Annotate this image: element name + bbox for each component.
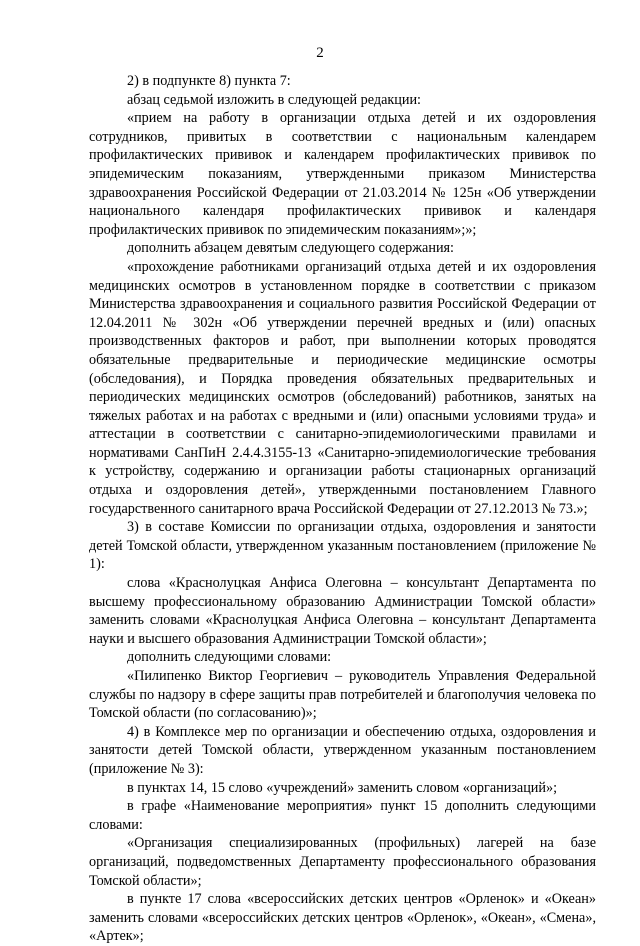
document-body bbox=[89, 72, 596, 946]
paragraph-pilipenko: «Пилипенко Виктор Георгиевич – руководитель Управления Федеральной службы по надзору в сфере защиты прав потребителей и благополучия человека по Томской области (по согласованию)»; bbox=[89, 668, 596, 722]
paragraph-point-17: в пункте 17 слова «всероссийских детских центров «Орленок» и «Океан» заменить словами «всероссийских детских центров «Орленок», «Океан», «Смена», «Артек»; bbox=[89, 891, 596, 945]
paragraph-add-words-intro: дополнить следующими словами: bbox=[127, 649, 332, 666]
paragraph-complex-of-measures: 4) в Комплексе мер по организации и обеспечению отдыха, оздоровления и занятости детей Томской области, утвержденном указанным постановлением (приложение № 3): bbox=[89, 723, 596, 777]
paragraph-medical-examinations: «прохождение работниками организаций отдыха детей и их оздоровления медицинских осмотров в установленном порядке в соответствии с приказом Министерства здравоохранения и социального развития Российской Федерации от 12.04.2011 № 302н «Об утверждении перечней вредных и (или) опасных производственных факторов и работ, при выполнении которых проводятся обязательные предварительные и периодические медицинские осмотры (обследования), и Порядка проведения обязательных предварительных и периодических медицинских осмотров (обследований) работников, занятых на тяжелых работах и на работах с вредными и (или) опасными условиями труда» и аттестации в соответствии с санитарно-эпидемиологическими правилами и нормативами СанПиН 2.4.4.3155-13 «Санитарно-эпидемиологические требования к устройству, содержанию и организации работы стационарных организаций отдыха и оздоровления детей», утвержденными постановлением Главного государственного санитарного врача Российской Федерации от 27.12.2013 № 73.»; bbox=[89, 258, 596, 517]
paragraph-column-name: в графе «Наименование мероприятия» пункт 15 дополнить следующими словами: bbox=[89, 798, 596, 833]
paragraph-hiring-vaccination: «прием на работу в организации отдыха детей и их оздоровления сотрудников, привитых в соответствии с национальным календарем профилактических прививок и календарем профилактических прививок по эпидемическим показаниям, утвержденными приказом Министерства здравоохранения Российской Федерации от 21.03.2014 № 125н «Об утверждении национального календаря профилактических прививок и календаря профилактических прививок по эпидемическим показаниям»;»; bbox=[89, 110, 596, 238]
paragraph-seventh-abzac-intro: абзац седьмой изложить в следующей редакции: bbox=[127, 91, 422, 108]
page-number: 2 bbox=[316, 45, 324, 61]
paragraph-subpoint-8: 2) в подпункте 8) пункта 7: bbox=[127, 73, 291, 89]
paragraph-commission-composition: 3) в составе Комиссии по организации отдыха, оздоровления и занятости детей Томской области, утвержденном указанным постановлением (приложение № 1): bbox=[89, 519, 596, 573]
paragraph-krasnolutskaya-replacement: слова «Краснолуцкая Анфиса Олеговна – консультант Департамента по высшему профессиональному образованию Администрации Томской области» заменить словами «Краснолуцкая Анфиса Олеговна – консультант Департамента науки и высшего образования Администрации Томской области»; bbox=[89, 575, 596, 647]
paragraph-specialized-camps: «Организация специализированных (профильных) лагерей на базе организаций, подведомственных Департаменту профессионального образования Томской области»; bbox=[89, 835, 596, 889]
paragraph-points-14-15: в пунктах 14, 15 слово «учреждений» заменить словом «организаций»; bbox=[127, 779, 558, 796]
paragraph-ninth-abzac-intro: дополнить абзацем девятым следующего содержания: bbox=[127, 240, 455, 257]
